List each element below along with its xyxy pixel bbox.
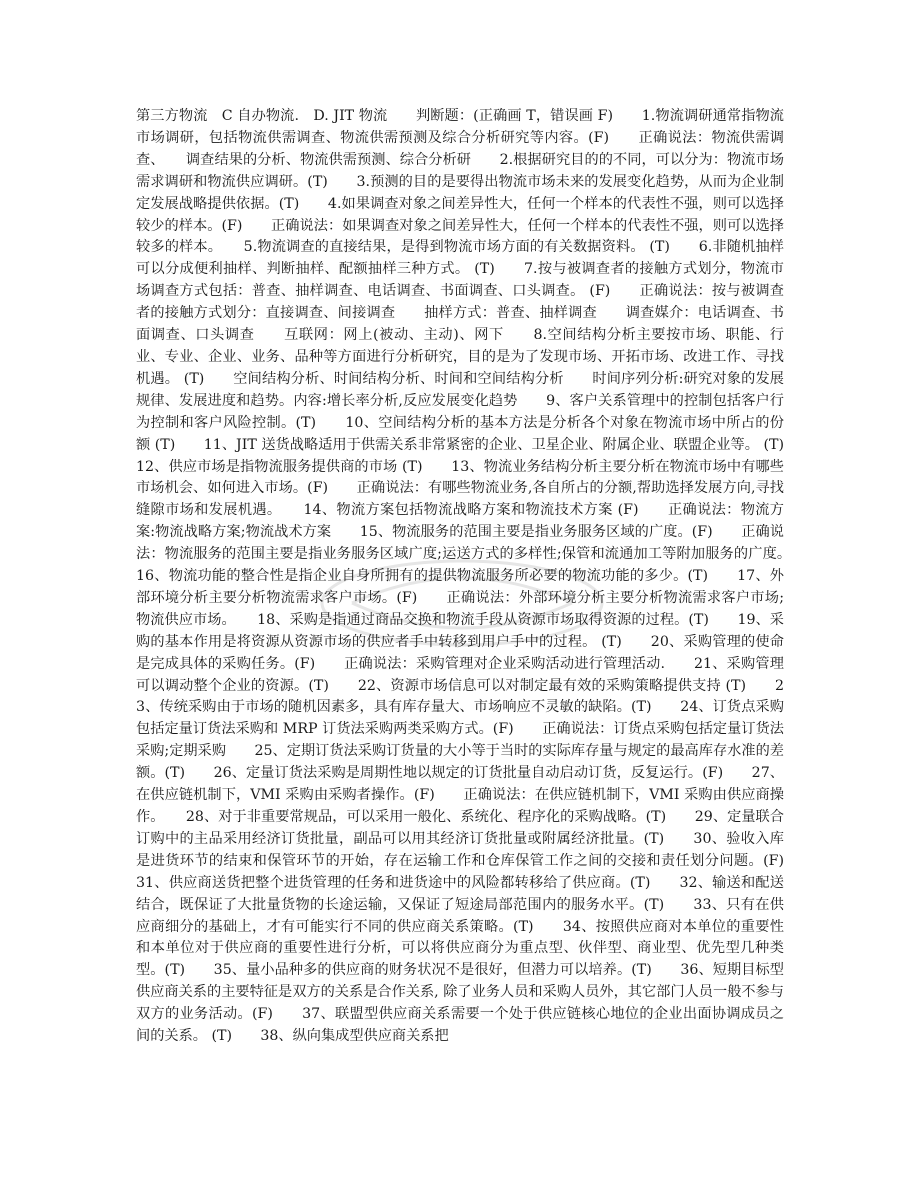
document-body-text: 第三方物流 C 自办物流. D. JIT 物流 判断题：(正确画 T，错误画 F) 1.物流调研通常指物流市场调研，包括物流供需调查、物流供需预测及综合分析研究等内容。(F) 正确说法：物流供需调查、 调查结果的分析、物流供需预测、综合分析研 2.根据研究目的的不同，可以分为：物流市场需求调研和物流供应调研。(T) 3.预测的目的是要得出物流市场未来的发展变化趋势，从而为企业制定发展战略提供依据。(T) 4.如果调查对象之间差异性大，任何一个样本的代表性不强，则可以选择较少的样本。(F) 正确说法：如果调查对象之间差异性大，任何一个样本的代表性不强，则可以选择较多的样本。 5.物流调查的直接结果，是得到物流市场方面的有关数据资料。 (T) 6.非随机抽样可以分成便利抽样、判断抽样、配额抽样三种方式。 (T) 7.按与被调查者的接触方式划分，物流市场调查方式包括：普查、抽样调查、电话调查、书面调查、口头调查。 (F) 正确说法：按与被调查者的接触方式划分：直接调查、间接调查 抽样方式：普查、抽样调查 调查媒介：电话调查、书面调查、口头调查 互联网：网上(被动、主动)、网下 8.空间结构分析主要按市场、职能、行业、专业、企业、业务、品种等方面进行分析研究，目的是为了发现市场、开拓市场、改进工作、寻找机遇。 (T) 空间结构分析、时间结构分析、时间和空间结构分析 时间序列分析:研究对象的发展规律、发展进度和趋势。内容:增长率分析,反应发展变化趋势 9、客户关系管理中的控制包括客户行为控制和客户风险控制。(T) 10、空间结构分析的基本方法是分析各个对象在物流市场中所占的份额 (T) 11、JIT 送货战略适用于供需关系非常紧密的企业、卫星企业、附属企业、联盟企业等。 (T) 12、供应市场是指物流服务提供商的市场 (T) 13、物流业务结构分析主要分析在物流市场中有哪些市场机会、如何进入市场。(F) 正确说法：有哪些物流业务,各自所占的分额,帮助选择发展方向,寻找缝隙市场和发展机遇。 14、物流方案包括物流战略方案和物流技术方案 (F) 正确说法：物流方案:物流战略方案;物流战术方案 15、物流服务的范围主要是指业务服务区域的广度。(F) 正确说法：物流服务的范围主要是指业务服务区域广度;运送方式的多样性;保管和流通加工等附加服务的广度。 16、物流功能的整合性是指企业自身所拥有的提供物流服务所必要的物流功能的多少。(T) 17、外部环境分析主要分析物流需求客户市场。(F) 正确说法：外部环境分析主要分析物流需求客户市场;物流供应市场。 18、采购是指通过商品交换和物流手段从资源市场取得资源的过程。(T) 19、采购的基本作用是将资源从资源市场的供应者手中转移到用户手中的过程。 (T) 20、采购管理的使命是完成具体的采购任务。(F) 正确说法：采购管理对企业采购活动进行管理活动. 21、采购管理可以调动整个企业的资源。(T) 22、资源市场信息可以对制定最有效的采购策略提供支持 (T) 23、传统采购由于市场的随机因素多，具有库存量大、市场响应不灵敏的缺陷。(T) 24、订货点采购包括定量订货法采购和 MRP 订货法采购两类采购方式。(F) 正确说法：订货点采购包括定量订货法采购;定期采购 25、定期订货法采购订货量的大小等于当时的实际库存量与规定的最高库存水准的差额。(T) 26、定量订货法采购是周期性地以规定的订货批量自动启动订货，反复运行。(F) 27、在供应链机制下，VMI 采购由采购者操作。(F) 正确说法：在供应链机制下，VMI 采购由供应商操作。 28、对于非重要常规品，可以采用一般化、系统化、程序化的采购战略。(T) 29、定量联合订购中的主品采用经济订货批量，副品可以用其经济订货批量或附属经济批量。(T) 30、验收入库是进货环节的结束和保管环节的开始，存在运输工作和仓库保管工作之间的交接和责任划分问题。(F) 31、供应商送货把整个进货管理的任务和进货途中的风险都转移给了供应商。(T) 32、输送和配送结合，既保证了大批量货物的长途运输，又保证了短途局部范围内的服务水平。(T) 33、只有在供应商细分的基础上，才有可能实行不同的供应商关系策略。(T) 34、按照供应商对本单位的重要性和本单位对于供应商的重要性进行分析，可以将供应商分为重点型、伙伴型、商业型、优先型几种类型。(T) 35、量小品种多的供应商的财务状况不是很好，但潜力可以培养。(T) 36、短期目标型供应商关系的主要特征是双方的关系是合作关系, 除了业务人员和采购人员外，其它部门人员一般不参与双方的业务活动。(F) 37、联盟型供应商关系需要一个处于供应链核心地位的企业出面协调成员之间的关系。 (T) 38、纵向集成型供应商关系把 (136, 108, 813, 1045)
